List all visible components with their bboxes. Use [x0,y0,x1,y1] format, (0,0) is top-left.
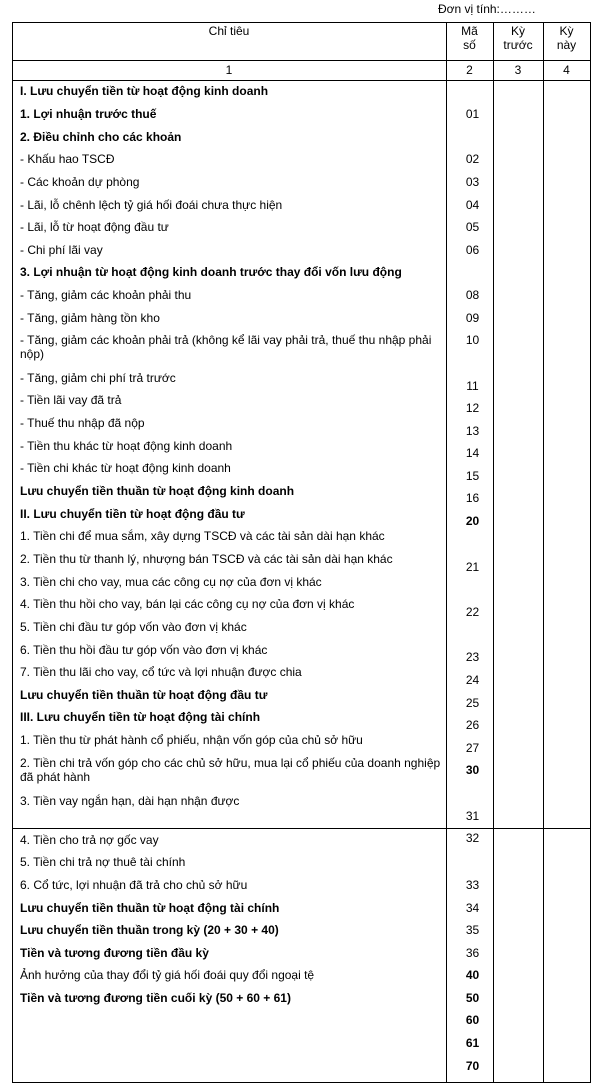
row-label: 2. Điều chỉnh cho các khoản [20,130,182,144]
index-cell: 1 [225,63,233,77]
row-label: 4. Tiền thu hồi cho vay, bán lại các công cụ nợ của đơn vị khác [20,597,355,611]
row-code: 06 [465,243,480,257]
header-chi-tieu: Chỉ tiêu [208,24,250,38]
row-code: 50 [465,991,480,1005]
index-cell: 3 [514,63,522,77]
header-ky-nay [543,24,590,52]
row-label: - Khấu hao TSCĐ [20,152,115,166]
row-label: II. Lưu chuyển tiền từ hoạt động đầu tư [20,507,245,521]
header-text: Mã [461,24,478,38]
row-code: 12 [465,401,480,415]
row-label: 1. Tiền thu từ phát hành cổ phiếu, nhận vốn góp của chủ sở hữu [20,733,363,747]
row-code: 08 [465,288,480,302]
row-label: - Tăng, giảm các khoản phải trả (không kể lãi vay phải trả, thuế thu nhập phải nộp) [20,333,432,361]
header-text: số [463,38,476,52]
row-code: 02 [465,152,480,166]
row-label: 1. Lợi nhuận trước thuế [20,107,157,121]
row-label: 3. Tiền chi cho vay, mua các công cụ nợ của đơn vị khác [20,575,322,589]
row-code: 24 [465,673,480,687]
header-text: Kỳ [559,24,574,38]
row-code: 16 [465,491,480,505]
row-code: 60 [465,1013,480,1027]
row-code: 30 [465,763,480,777]
row-label: Tiền và tương đương tiền cuối kỳ (50 + 60 + 61) [20,991,291,1005]
header-ky-truoc [493,24,543,52]
row-label: - Tiền lãi vay đã trả [20,393,122,407]
row-label: Lưu chuyển tiền thuần từ hoạt động đầu tư [20,688,268,702]
row-label: 4. Tiền cho trả nợ gốc vay [20,833,159,847]
row-label: Ảnh hưởng của thay đổi tỷ giá hối đoái quy đổi ngoại tệ [20,968,315,982]
index-cell: 4 [563,63,570,77]
table-border [590,22,591,1083]
row-code: 22 [465,605,480,619]
row-code: 33 [465,878,480,892]
row-label: Lưu chuyển tiền thuần trong kỳ (20 + 30 + 40) [20,923,279,937]
row-code: 09 [465,311,480,325]
row-code: 15 [465,469,480,483]
header-text: này [556,38,577,52]
header-text: trước [503,38,533,52]
row-code: 26 [465,718,480,732]
unit-label: Đơn vị tính:……… [438,2,536,16]
row-label: 7. Tiền thu lãi cho vay, cổ tức và lợi nhuận được chia [20,665,302,679]
row-code: 04 [465,198,480,212]
row-label: - Tăng, giảm hàng tồn kho [20,311,160,325]
row-code: 05 [465,220,480,234]
row-code: 32 [465,831,480,845]
index-cell: 2 [466,63,473,77]
row-code: 35 [465,923,480,937]
row-label: - Tiền chi khác từ hoạt động kinh doanh [20,461,231,475]
row-label: 3. Lợi nhuận từ hoạt động kinh doanh trước thay đổi vốn lưu động [20,265,402,279]
row-code: 11 [466,379,479,393]
row-code: 27 [465,741,480,755]
row-label: - Các khoản dự phòng [20,175,140,189]
row-code: 03 [465,175,480,189]
row-label: Lưu chuyển tiền thuần từ hoạt động tài chính [20,901,280,915]
row-code: 10 [465,333,480,347]
row-code: 14 [465,446,480,460]
row-label: - Tiền thu khác từ hoạt động kinh doanh [20,439,233,453]
column-divider [543,22,544,1083]
row-code: 01 [465,107,480,121]
row-label: 1. Tiền chi để mua sắm, xây dựng TSCĐ và các tài sản dài hạn khác [20,529,385,543]
table-border [12,22,13,1083]
row-label: 2. Tiền thu từ thanh lý, nhượng bán TSCĐ và các tài sản dài hạn khác [20,552,393,566]
row-code: 20 [465,514,480,528]
row-label: 3. Tiền vay ngắn hạn, dài hạn nhận được [20,794,240,808]
header-text: Kỳ [510,24,525,38]
row-code: 23 [465,650,480,664]
table-divider [12,80,591,81]
row-code: 34 [465,901,480,915]
row-label: 5. Tiền chi đầu tư góp vốn vào đơn vị khác [20,620,247,634]
row-code: 40 [465,968,480,982]
table-divider [12,60,591,61]
row-code: 36 [465,946,480,960]
row-label: Tiền và tương đương tiền đầu kỳ [20,946,209,960]
row-code: 25 [465,696,480,710]
row-label: III. Lưu chuyển tiền từ hoạt động tài chính [20,710,261,724]
row-label: 2. Tiền chi trả vốn góp cho các chủ sở hữu, mua lại cổ phiếu của doanh nghiệp đã phát hành [20,756,441,784]
row-label: - Tăng, giảm các khoản phải thu [20,288,192,302]
row-label: - Thuế thu nhập đã nộp [20,416,145,430]
row-code: 31 [465,809,480,823]
row-label: Lưu chuyển tiền thuần từ hoạt động kinh doanh [20,484,295,498]
row-label: - Tăng, giảm chi phí trả trước [20,371,176,385]
row-code: 21 [465,560,480,574]
row-label: 6. Tiền thu hồi đầu tư góp vốn vào đơn vị khác [20,643,268,657]
table-border [12,22,591,23]
row-label: 6. Cổ tức, lợi nhuận đã trả cho chủ sở hữu [20,878,248,892]
table-border [12,1082,591,1083]
row-label: 5. Tiền chi trả nợ thuê tài chính [20,855,186,869]
row-label: I. Lưu chuyển tiền từ hoạt động kinh doanh [20,84,269,98]
row-code: 61 [465,1036,480,1050]
row-code: 13 [465,424,480,438]
row-code: 70 [465,1059,480,1073]
row-label: - Lãi, lỗ chênh lệch tỷ giá hối đoái chưa thực hiện [20,198,283,212]
column-divider [446,22,447,1083]
row-label: - Lãi, lỗ từ hoạt động đầu tư [20,220,169,234]
header-ma-so [446,24,493,52]
table-divider [12,828,591,829]
row-label: - Chi phí lãi vay [20,243,103,257]
